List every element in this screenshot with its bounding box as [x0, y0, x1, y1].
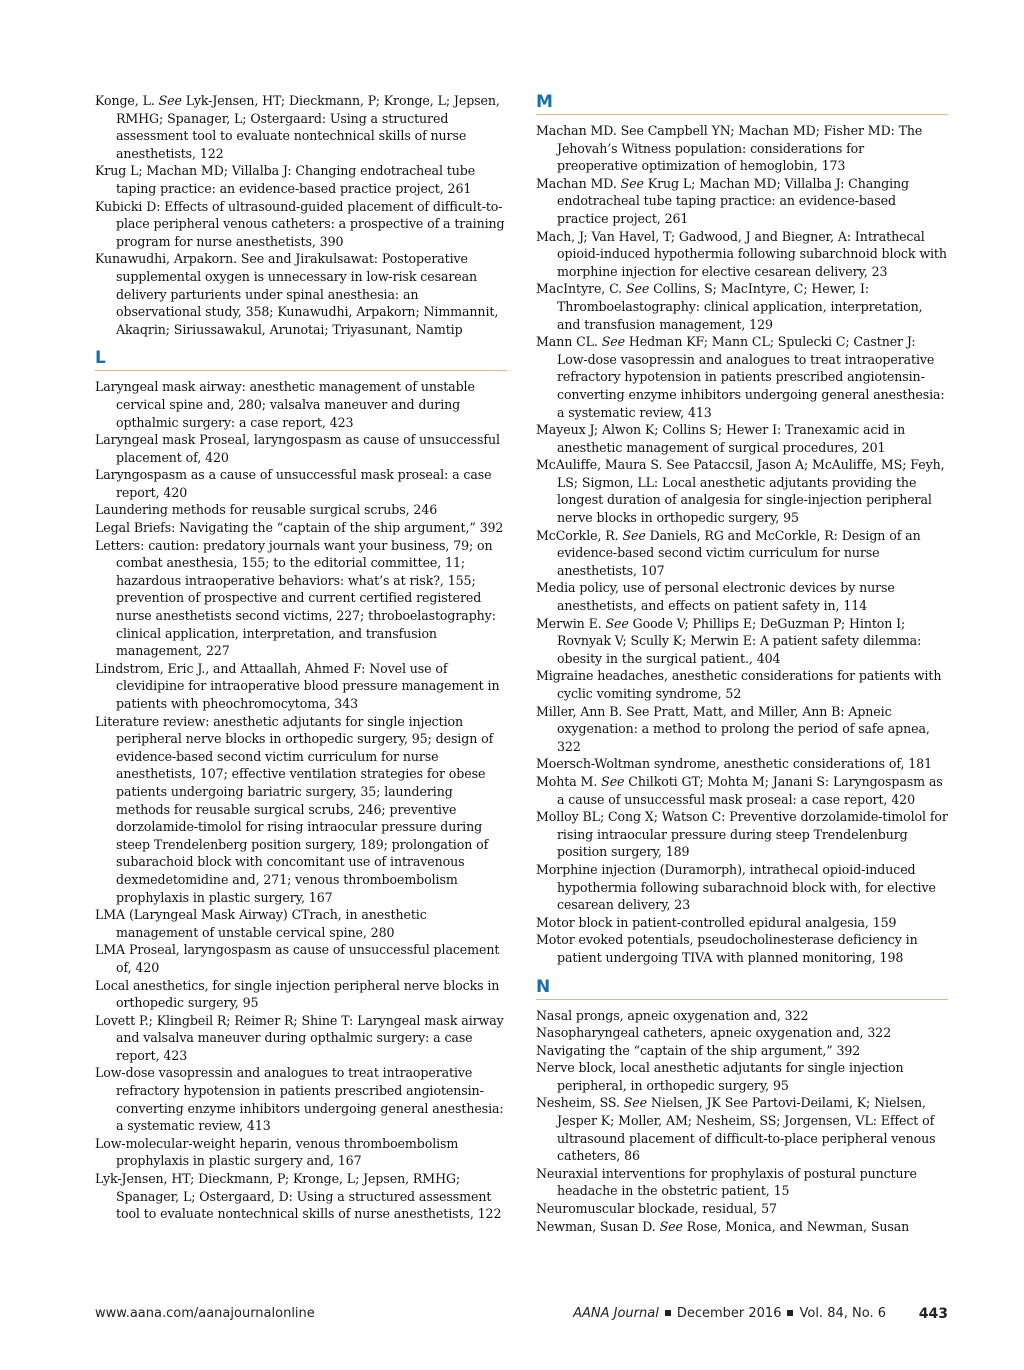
index-entry: Lindstrom, Eric J., and Attaallah, Ahmed F: Novel use of clevidipine for intraoperative blood pressure management in patients with pheochromocytoma, 343 — [95, 660, 500, 711]
index-entry: Krug L; Machan MD; Villalba J: Changing endotracheal tube taping practice: an evidence-based practice project, 261 — [95, 163, 476, 196]
index-entry: Neuraxial interventions for prophylaxis of postural puncture headache in the obstetric patient, 15 — [536, 1165, 917, 1199]
right-column — [536, 92, 948, 1235]
index-entry: Motor block in patient-controlled epidural analgesia, 159 — [536, 914, 897, 930]
index-entry: LMA Proseal, laryngospasm as cause of unsuccessful placement of, 420 — [95, 942, 500, 975]
index-entry: Newman, Susan D. See Rose, Monica, and Newman, Susan — [536, 1218, 910, 1234]
index-entry: Low-dose vasopressin and analogues to treat intraoperative refractory hypotension in patients prescribed angiotensin-converting enzyme inhibitors undergoing general anesthesia: a systematic review, 413 — [95, 1065, 504, 1134]
bullet-icon — [787, 1310, 793, 1316]
index-entry: LMA (Laryngeal Mask Airway) CTrach, in anesthetic management of unstable cervical spine, 280 — [95, 907, 427, 940]
footer-citation — [573, 1306, 886, 1321]
section-heading-l: L — [95, 348, 507, 371]
index-entry: Mohta M. See Chilkoti GT; Mohta M; Janani S: Laryngospasm as a cause of unsuccessful mask proseal: a case report, 420 — [536, 773, 943, 807]
index-entry: Literature review: anesthetic adjutants for single injection peripheral nerve blocks in orthopedic surgery, 95; design of evidence-based second victim curriculum for nurse anesthetists, 107; effective ventilation strategies for obese patients undergoing bariatric surgery, 35; laundering methods for reusable surgical scrubs, 246; preventive dorzolamide-timolol for rising intraocular pressure during steep Trendelenberg position surgery, 189; prolongation of subarachoid block with concomitant use of intravenous dexmedetomidine and, 271; venous thromboembolism prophylaxis in plastic surgery, 167 — [95, 713, 494, 905]
index-entry: Morphine injection (Duramorph), intrathecal opioid-induced hypothermia following subarachnoid block with, for elective cesarean delivery, 23 — [536, 861, 936, 913]
bullet-icon — [665, 1310, 671, 1316]
index-entry: Merwin E. See Goode V; Phillips E; DeGuzman P; Hinton I; Rovnyak V; Scully K; Merwin E: A patient safety dilemma: obesity in the surgical patient., 404 — [536, 615, 922, 666]
index-entry: Legal Briefs: Navigating the “captain of the ship argument,” 392 — [95, 520, 504, 536]
index-entry: Mann CL. See Hedman KF; Mann CL; Spulecki C; Castner J: Low-dose vasopressin and analogues to treat intraoperative refractory hypotension in patients prescribed angiotensin-converting enzyme inhibitors undergoing general anesthesia: a systematic review, 413 — [536, 334, 945, 420]
index-entry: Miller, Ann B. See Pratt, Matt, and Miller, Ann B: Apneic oxygenation: a method to prolong the period of safe apnea, 322 — [536, 703, 930, 754]
index-entry: Lovett P.; Klingbeil R; Reimer R; Shine T: Laryngeal mask airway and valsalva maneuver during opthalmic surgery: a case report, 423 — [95, 1012, 504, 1063]
index-entry: Nasopharyngeal catheters, apneic oxygenation and, 322 — [536, 1025, 892, 1041]
index-entry: Local anesthetics, for single injection peripheral nerve blocks in orthopedic surgery, 95 — [95, 977, 500, 1011]
index-entry: Molloy BL; Cong X; Watson C: Preventive dorzolamide-timolol for rising intraocular pressure during steep Trendelenburg position surgery, 189 — [536, 809, 948, 860]
index-entry: Nerve block, local anesthetic adjutants for single injection peripheral, in orthopedic surgery, 95 — [536, 1060, 904, 1093]
index-entry: Kunawudhi, Arpakorn. See and Jirakulsawat: Postoperative supplemental oxygen is unnecessary in low-risk cesarean delivery parturients under spinal anesthesia: an observational study, 358; Kunawudhi, Arpakorn; Nimmannit, Akaqrin; Siriussawakul, Arunotai; Triyasunant, Namtip — [95, 251, 499, 337]
index-entry: Neuromuscular blockade, residual, 57 — [536, 1201, 777, 1217]
entries-k — [95, 92, 507, 338]
index-entry: Migraine headaches, anesthetic considerations for patients with cyclic vomiting syndrome, 52 — [536, 668, 942, 701]
index-entry: Motor evoked potentials, pseudocholinesterase deficiency in patient undergoing TIVA with planned monitoring, 198 — [536, 932, 918, 965]
index-entry: Mach, J; Van Havel, T; Gadwood, J and Biegner, A: Intrathecal opioid-induced hypothermia following subarchnoid block with morphine injection for elective cesarean delivery, 23 — [536, 228, 947, 279]
index-entry: Navigating the “captain of the ship argument,” 392 — [536, 1042, 861, 1058]
journal-name: AANA Journal — [573, 1306, 659, 1321]
left-column — [95, 92, 507, 1223]
issue-date: December 2016 — [676, 1306, 782, 1321]
index-entry: Laryngospasm as a cause of unsuccessful mask proseal: a case report, 420 — [95, 467, 492, 500]
index-entry: Nasal prongs, apneic oxygenation and, 322 — [536, 1007, 809, 1023]
index-entry: Moersch-Woltman syndrome, anesthetic considerations of, 181 — [536, 756, 932, 772]
index-entry: Letters: caution: predatory journals want your business, 79; on combat anesthesia, 155; to the editorial committee, 11; hazardous intraoperative behaviors: what’s at risk?, 155; prevention of prospective and current certified registered nurse anesthetists second victims, 227; throboelastography: clinical application, interpretation, and transfusion management, 227 — [95, 537, 496, 659]
index-entry: Laryngeal mask airway: anesthetic management of unstable cervical spine and, 280; valsalva maneuver and during opthalmic surgery: a case report, 423 — [95, 379, 475, 430]
index-entry: Mayeux J; Alwon K; Collins S; Hewer I: Tranexamic acid in anesthetic management of surgical procedures, 201 — [536, 422, 906, 455]
footer-url[interactable]: www.aana.com/aanajournalonline — [95, 1306, 315, 1321]
index-entry: Nesheim, SS. See Nielsen, JK See Partovi-Deilami, K; Nielsen, Jesper K; Moller, AM; Nesheim, SS; Jorgensen, VL: Effect of ultrasound placement of difficult-to-place peripheral venous catheters, 86 — [536, 1095, 936, 1164]
index-entry: Machan MD. See Campbell YN; Machan MD; Fisher MD: The Jehovah’s Witness population: considerations for preoperative optimization of hemoglobin, 173 — [536, 123, 923, 174]
entries-n — [536, 1007, 948, 1236]
index-entry: Machan MD. See Krug L; Machan MD; Villalba J: Changing endotracheal tube taping practice: an evidence-based practice project, 261 — [536, 175, 909, 226]
volume-number: Vol. 84, No. 6 — [799, 1306, 886, 1321]
index-entry: Laryngeal mask Proseal, laryngospasm as cause of unsuccessful placement of, 420 — [95, 432, 500, 465]
section-heading-n: N — [536, 977, 948, 1000]
index-entry: Kubicki D: Effects of ultrasound-guided placement of difficult-to-place peripheral venous catheters: a prospective of a training program for nurse anesthetists, 390 — [95, 198, 505, 249]
index-entry: Laundering methods for reusable surgical scrubs, 246 — [95, 502, 438, 518]
entries-m — [536, 122, 948, 967]
page-number: 443 — [918, 1306, 948, 1322]
page-footer — [95, 1306, 948, 1324]
index-entry: Lyk-Jensen, HT; Dieckmann, P; Kronge, L; Jepsen, RMHG; Spanager, L; Ostergaard, D: Using a structured assessment tool to evaluate nontechnical skills of nurse anesthetists, 122 — [95, 1171, 502, 1222]
index-entry: Media policy, use of personal electronic devices by nurse anesthetists, and effects on patient safety in, 114 — [536, 580, 895, 614]
index-entry: McCorkle, R. See Daniels, RG and McCorkle, R: Design of an evidence-based second victim curriculum for nurse anesthetists, 107 — [536, 527, 921, 578]
index-entry: McAuliffe, Maura S. See Pataccsil, Jason A; McAuliffe, MS; Feyh, LS; Sigmon, LL: Local anesthetic adjutants providing the longest duration of analgesia for single-injection peripheral nerve blocks in orthopedic surgery, 95 — [536, 457, 945, 526]
index-entry: Low-molecular-weight heparin, venous thromboembolism prophylaxis in plastic surgery and, 167 — [95, 1135, 459, 1169]
index-entry: Konge, L. See Lyk-Jensen, HT; Dieckmann, P; Kronge, L; Jepsen, RMHG; Spanager, L; Ostergaard: Using a structured assessment tool to evaluate nontechnical skills of nurse anesthetists, 122 — [95, 93, 500, 161]
index-entry: MacIntyre, C. See Collins, S; MacIntyre, C; Hewer, I: Thromboelastography: clinical application, interpretation, and transfusion management, 129 — [536, 281, 923, 332]
entries-l — [95, 378, 507, 1223]
section-heading-m: M — [536, 92, 948, 115]
